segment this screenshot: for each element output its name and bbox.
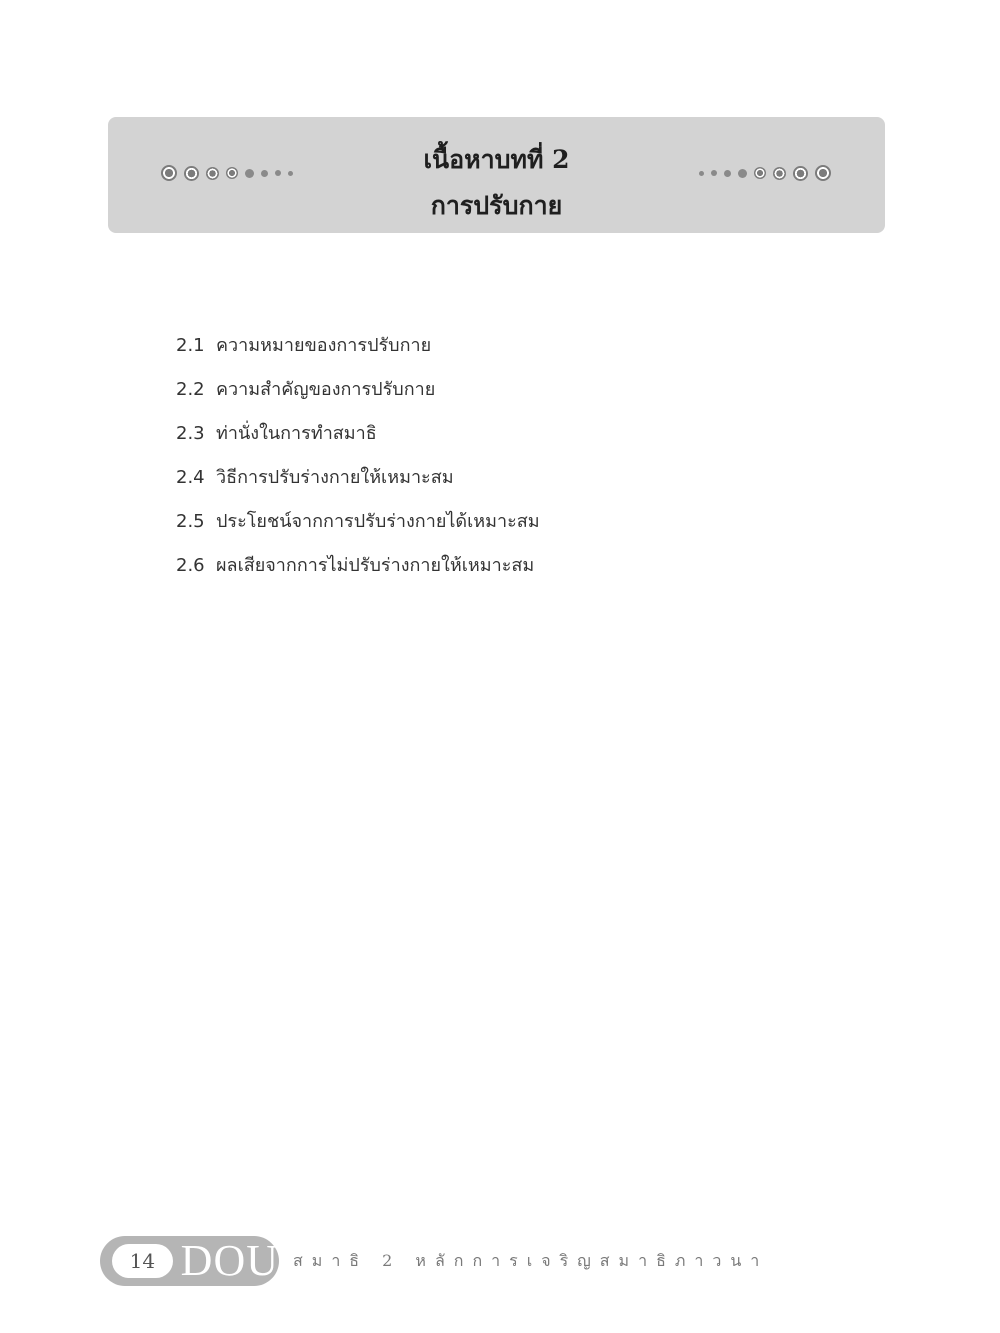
toc-item-label: วิธีการปรับร่างกายให้เหมาะสม [216,467,454,488]
decorative-dots-right [699,161,831,185]
toc-item-number: 2.4 [176,467,205,488]
toc-item-label: ความหมายของการปรับกาย [216,335,432,356]
dot-icon [724,170,731,177]
toc-item [176,414,540,458]
toc-item [176,370,540,414]
dot-icon [738,169,747,178]
dot-icon [793,166,808,181]
running-title: สมาธิ 2 หลักการเจริญสมาธิภาวนา [293,1250,769,1270]
dot-icon [711,170,717,176]
toc-item-label: ผลเสียจากการไม่ปรับร่างกายให้เหมาะสม [216,555,535,576]
toc-item-number: 2.1 [176,335,205,356]
table-of-contents [176,326,540,590]
toc-item [176,326,540,370]
toc-item-number: 2.3 [176,423,205,444]
chapter-name-heading: การปรับกาย [430,191,563,220]
toc-item [176,458,540,502]
toc-item-label: ประโยชน์จากการปรับร่างกายได้เหมาะสม [216,511,540,532]
dot-icon [773,167,786,180]
toc-item [176,546,540,590]
toc-item-number: 2.6 [176,555,205,576]
page-footer [100,1236,768,1286]
brand-logo: DOU [180,1236,279,1285]
page-number: 14 [112,1244,173,1278]
toc-item-label: ความสำคัญของการปรับกาย [216,379,436,400]
dot-icon [699,171,704,176]
toc-item-number: 2.2 [176,379,205,400]
dot-icon [815,165,831,181]
toc-item [176,502,540,546]
footer-badge [100,1236,279,1286]
toc-item-label: ท่านั่งในการทำสมาธิ [216,423,377,444]
dot-icon [754,167,766,179]
toc-item-number: 2.5 [176,511,205,532]
chapter-header [108,117,885,233]
chapter-number-heading: เนื้อหาบทที่ 2 [423,145,570,174]
